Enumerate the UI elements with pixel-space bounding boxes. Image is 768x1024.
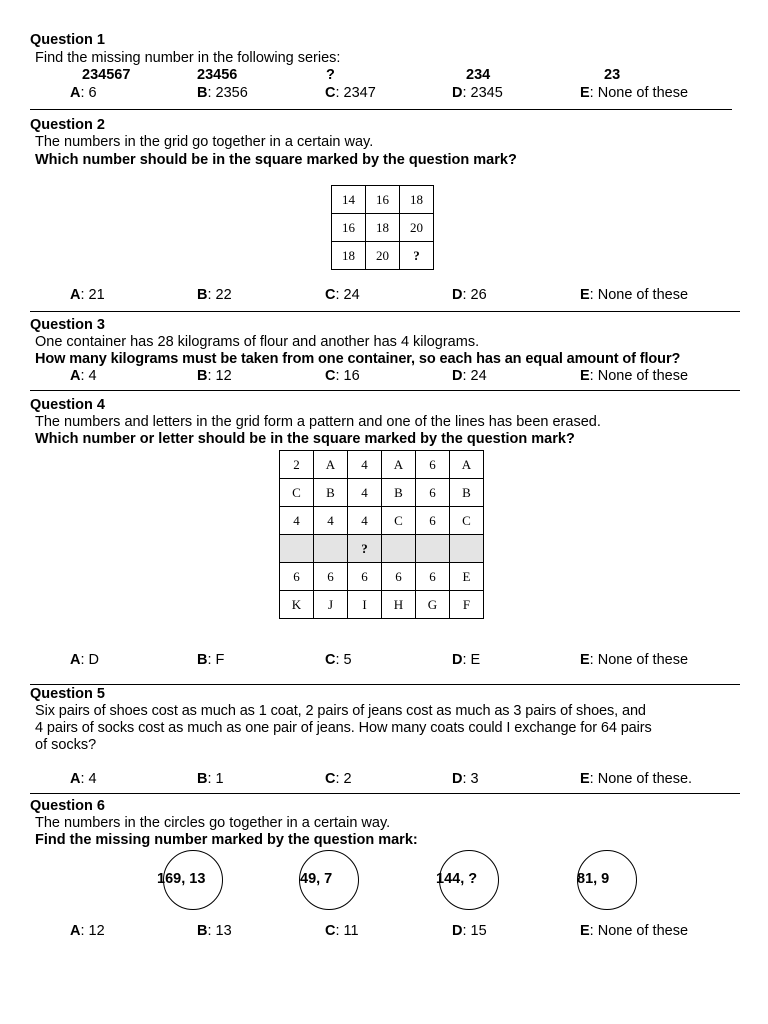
- divider: [30, 390, 740, 391]
- q2-option-d[interactable]: D: 26: [452, 287, 487, 303]
- question-4-title: Question 4: [30, 397, 105, 413]
- question-5-text-line: 4 pairs of socks cost as much as one pair of jeans. How many coats could I exchange for 64 pairs: [35, 720, 652, 736]
- q1-option-b[interactable]: B: 2356: [197, 85, 248, 101]
- grid-cell: 4: [314, 507, 348, 535]
- q5-option-e[interactable]: E: None of these.: [580, 771, 693, 787]
- grid-cell: 18: [332, 242, 366, 270]
- series-term: 234: [466, 67, 491, 83]
- q6-option-b[interactable]: B: 13: [197, 923, 232, 939]
- letter-number-grid-6x6: [279, 450, 484, 619]
- grid-cell: 2: [280, 451, 314, 479]
- grid-cell-erased: [382, 535, 416, 563]
- grid-cell: 16: [332, 214, 366, 242]
- grid-cell: 6: [416, 451, 450, 479]
- question-4-text: The numbers and letters in the grid form a pattern and one of the lines has been erased.: [35, 414, 601, 430]
- q5-option-b[interactable]: B: 1: [197, 771, 224, 787]
- grid-cell-erased: [450, 535, 484, 563]
- q4-option-b[interactable]: B: F: [197, 652, 225, 668]
- series-term: 23: [604, 67, 621, 83]
- grid-cell: 16: [366, 186, 400, 214]
- grid-cell: C: [280, 479, 314, 507]
- q6-option-e[interactable]: E: None of these: [580, 923, 689, 939]
- grid-cell: 6: [382, 563, 416, 591]
- q4-option-d[interactable]: D: E: [452, 652, 481, 668]
- circle-label: 49, 7: [300, 871, 333, 887]
- grid-cell: J: [314, 591, 348, 619]
- circle-label: 81, 9: [577, 871, 610, 887]
- grid-cell: 6: [348, 563, 382, 591]
- grid-cell-erased: [416, 535, 450, 563]
- q1-option-d[interactable]: D: 2345: [452, 85, 503, 101]
- divider: [30, 311, 740, 312]
- series-term-missing: ?: [326, 67, 335, 83]
- grid-cell-erased: [280, 535, 314, 563]
- q5-option-d[interactable]: D: 3: [452, 771, 479, 787]
- grid-cell: 18: [366, 214, 400, 242]
- question-3-text: One container has 28 kilograms of flour and another has 4 kilograms.: [35, 334, 480, 350]
- grid-cell: K: [280, 591, 314, 619]
- grid-cell: E: [450, 563, 484, 591]
- question-6-prompt: Find the missing number marked by the question mark:: [35, 832, 418, 848]
- series-term: 234567: [82, 67, 131, 83]
- q3-option-e[interactable]: E: None of these: [580, 368, 689, 384]
- divider: [30, 793, 740, 794]
- question-5-text-line: Six pairs of shoes cost as much as 1 coat, 2 pairs of jeans cost as much as 3 pairs of shoes, and: [35, 703, 646, 719]
- grid-cell: I: [348, 591, 382, 619]
- q1-option-a[interactable]: A: 6: [70, 85, 97, 101]
- grid-cell-missing: ?: [348, 535, 382, 563]
- grid-cell: 6: [280, 563, 314, 591]
- divider: [30, 109, 732, 110]
- circle-label-missing: 144, ?: [436, 871, 478, 887]
- grid-cell: 14: [332, 186, 366, 214]
- grid-cell: B: [382, 479, 416, 507]
- question-3-prompt: How many kilograms must be taken from one container, so each has an equal amount of flour?: [35, 351, 681, 367]
- q3-option-d[interactable]: D: 24: [452, 368, 487, 384]
- q4-option-c[interactable]: C: 5: [325, 652, 352, 668]
- divider: [30, 684, 740, 685]
- grid-cell: C: [382, 507, 416, 535]
- q4-option-e[interactable]: E: None of these: [580, 652, 689, 668]
- grid-cell: H: [382, 591, 416, 619]
- grid-cell: B: [314, 479, 348, 507]
- grid-cell: 4: [348, 479, 382, 507]
- q1-option-c[interactable]: C: 2347: [325, 85, 376, 101]
- question-6-text: The numbers in the circles go together in a certain way.: [35, 815, 391, 831]
- grid-cell: 4: [348, 507, 382, 535]
- grid-cell: 4: [348, 451, 382, 479]
- q1-option-e[interactable]: E: None of these: [580, 85, 689, 101]
- circle-label: 169, 13: [157, 871, 206, 887]
- grid-cell-erased: [314, 535, 348, 563]
- question-1-title: Question 1: [30, 32, 105, 48]
- grid-cell: C: [450, 507, 484, 535]
- question-5-title: Question 5: [30, 686, 105, 702]
- grid-cell: 6: [314, 563, 348, 591]
- grid-cell: 20: [400, 214, 434, 242]
- question-6-title: Question 6: [30, 798, 105, 814]
- grid-cell: 6: [416, 507, 450, 535]
- question-2-text: The numbers in the grid go together in a certain way.: [35, 134, 374, 150]
- grid-cell: B: [450, 479, 484, 507]
- q4-option-a[interactable]: A: D: [70, 652, 100, 668]
- grid-cell: F: [450, 591, 484, 619]
- grid-cell: A: [450, 451, 484, 479]
- series-term: 23456: [197, 67, 238, 83]
- question-5-text-line: of socks?: [35, 737, 97, 753]
- q5-option-c[interactable]: C: 2: [325, 771, 352, 787]
- number-grid-3x3: [331, 185, 434, 270]
- grid-cell: 6: [416, 479, 450, 507]
- grid-cell: 4: [280, 507, 314, 535]
- grid-cell: G: [416, 591, 450, 619]
- question-1-text: Find the missing number in the following series:: [35, 50, 341, 66]
- q5-option-a[interactable]: A: 4: [70, 771, 97, 787]
- question-4-prompt: Which number or letter should be in the square marked by the question mark?: [35, 431, 575, 447]
- grid-cell: A: [382, 451, 416, 479]
- q6-option-d[interactable]: D: 15: [452, 923, 487, 939]
- grid-cell-missing: ?: [400, 242, 434, 270]
- question-2-title: Question 2: [30, 117, 105, 133]
- grid-cell: A: [314, 451, 348, 479]
- q6-option-a[interactable]: A: 12: [70, 923, 105, 939]
- q2-option-a[interactable]: A: 21: [70, 287, 105, 303]
- grid-cell: 20: [366, 242, 400, 270]
- q6-option-c[interactable]: C: 11: [325, 923, 359, 939]
- q3-option-a[interactable]: A: 4: [70, 368, 97, 384]
- question-2-prompt: Which number should be in the square marked by the question mark?: [35, 152, 517, 168]
- grid-cell: 6: [416, 563, 450, 591]
- grid-cell: 18: [400, 186, 434, 214]
- q2-option-c[interactable]: C: 24: [325, 287, 360, 303]
- q3-option-b[interactable]: B: 12: [197, 368, 232, 384]
- q2-option-e[interactable]: E: None of these: [580, 287, 689, 303]
- q3-option-c[interactable]: C: 16: [325, 368, 360, 384]
- q2-option-b[interactable]: B: 22: [197, 287, 232, 303]
- question-3-title: Question 3: [30, 317, 105, 333]
